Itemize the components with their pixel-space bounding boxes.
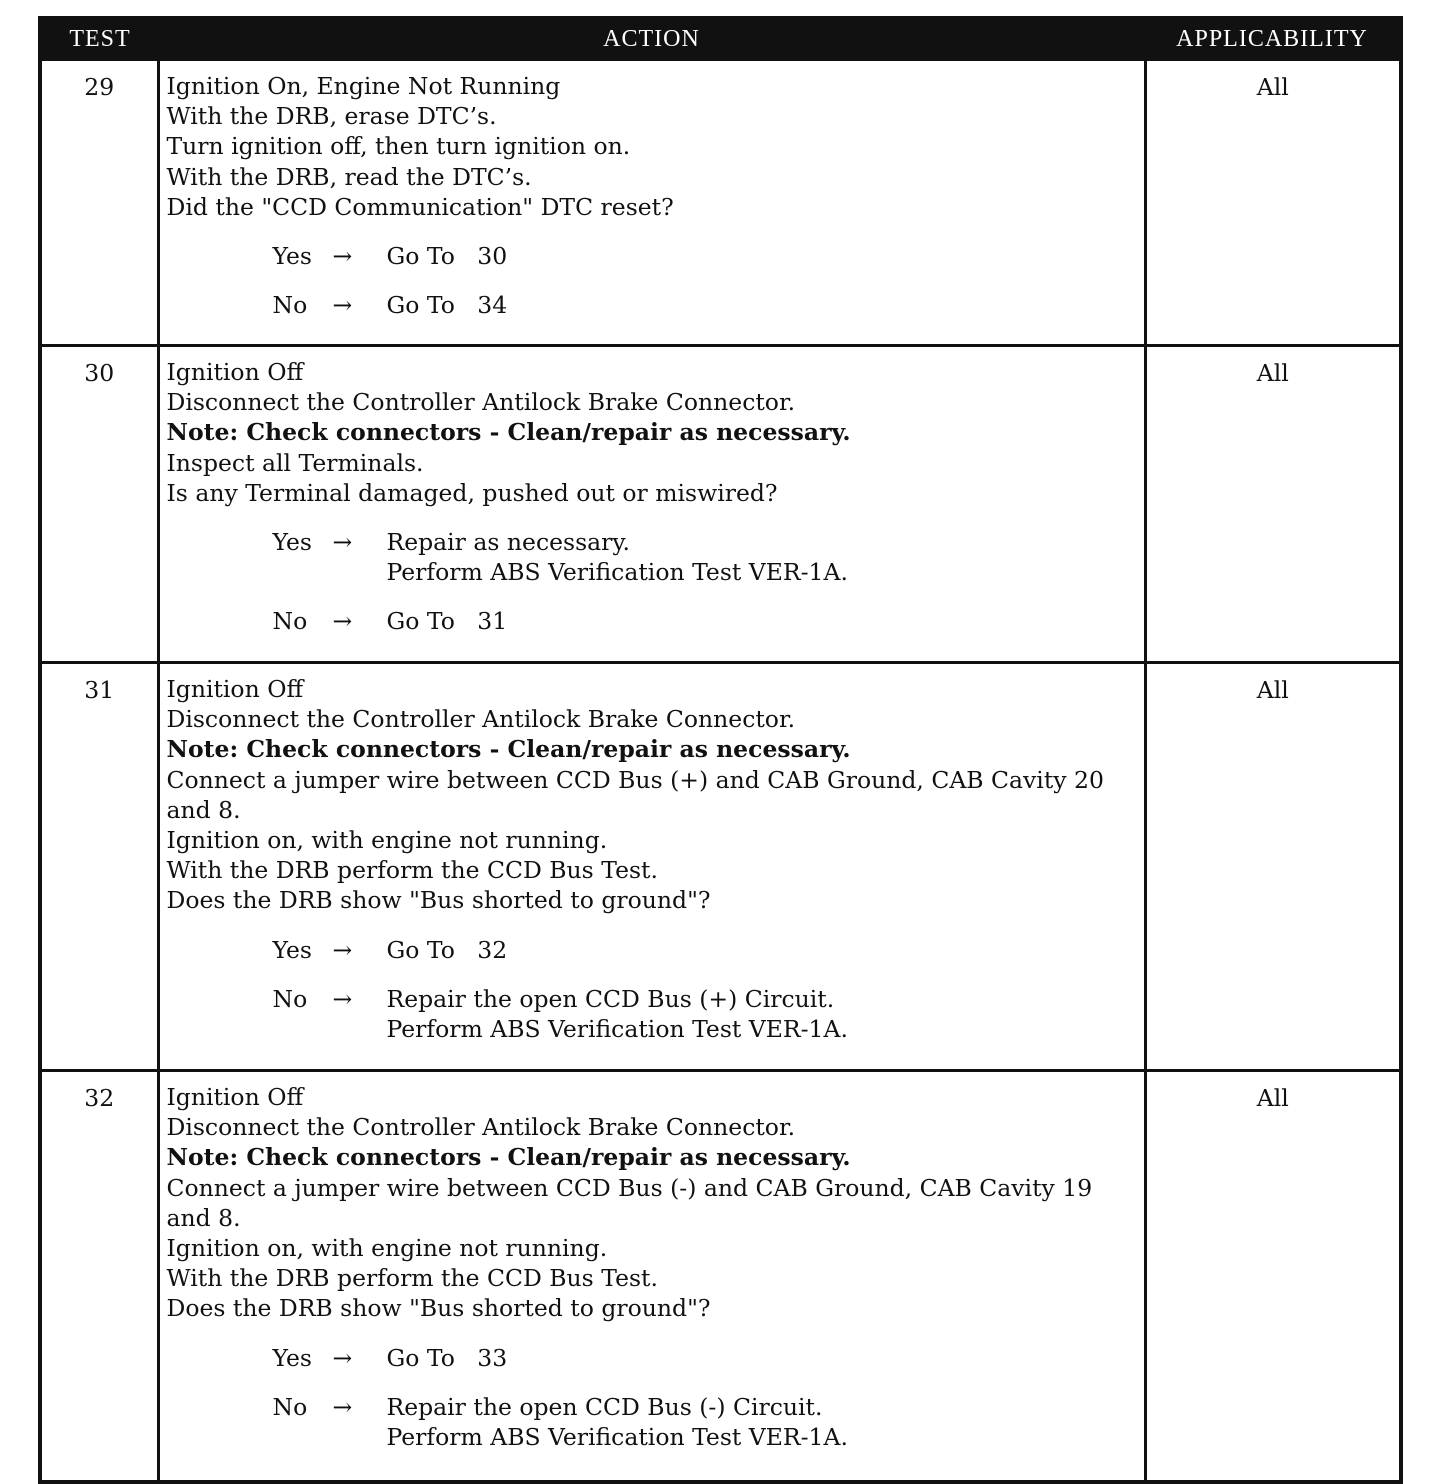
action-cell — [158, 60, 1145, 346]
action-step: With the DRB, read the DTC’s. — [166, 162, 532, 191]
arrow-right-icon: → — [332, 291, 353, 320]
result-line: Go To 32 — [386, 935, 508, 964]
result-line: Perform ABS Verification Test VER-1A. — [386, 1015, 848, 1044]
note: Note: Check connectors - Clean/repair as necessary. — [166, 735, 851, 764]
action-step: With the DRB perform the CCD Bus Test. — [166, 856, 658, 885]
branch-answer: Yes — [272, 528, 312, 557]
action-step: Disconnect the Controller Antilock Brake Connector. — [166, 705, 796, 734]
result-line: Go To 34 — [386, 291, 508, 320]
result-line: Go To 30 — [386, 242, 508, 271]
result-line: Perform ABS Verification Test VER-1A. — [386, 1423, 848, 1452]
arrow-right-icon: → — [332, 1392, 353, 1421]
action-cell — [158, 663, 1145, 1071]
table-row — [40, 1071, 1401, 1483]
branch-no — [273, 984, 1138, 1044]
action-step: Disconnect the Controller Antilock Brake Connector. — [166, 1113, 796, 1142]
branch-yes — [273, 527, 1138, 587]
arrow-right-icon: → — [332, 242, 353, 271]
test-number: 32 — [40, 1071, 158, 1483]
action-step: Does the DRB show "Bus shorted to ground"? — [166, 886, 711, 915]
branch-result — [387, 1392, 1138, 1452]
branch-result — [387, 1343, 1138, 1373]
arrow-right-icon: → — [332, 1343, 353, 1372]
action-step: Connect a jumper wire between CCD Bus (-) and CAB Ground, CAB Cavity 19 and 8. — [166, 1173, 1093, 1232]
applicability-cell: All — [1145, 663, 1401, 1071]
action-step: Ignition Off — [166, 1083, 304, 1111]
action-step: Ignition on, with engine not running. — [166, 826, 608, 855]
action-step: With the DRB, erase DTC’s. — [166, 102, 497, 131]
action-step: Does the DRB show "Bus shorted to ground"? — [166, 1294, 711, 1323]
result-line: Repair as necessary. — [386, 528, 631, 557]
arrow-right-icon: → — [332, 528, 353, 557]
header-action: ACTION — [158, 18, 1145, 60]
action-step: Inspect all Terminals. — [166, 448, 424, 477]
action-step: Disconnect the Controller Antilock Brake Connector. — [166, 388, 796, 417]
branch-no — [273, 606, 1138, 636]
action-step: Ignition Off — [166, 675, 304, 703]
branch-answer: Yes — [272, 935, 312, 964]
branch-result — [387, 935, 1138, 965]
test-number: 29 — [40, 60, 158, 346]
branch-answer: Yes — [272, 1343, 312, 1372]
test-number: 30 — [40, 346, 158, 663]
branch-yes — [273, 1343, 1138, 1373]
arrow-right-icon: → — [332, 935, 353, 964]
branch-answer: No — [272, 984, 308, 1013]
header-test: TEST — [40, 18, 158, 60]
branch-yes — [273, 935, 1138, 965]
result-line: Perform ABS Verification Test VER-1A. — [386, 558, 848, 587]
note: Note: Check connectors - Clean/repair as necessary. — [166, 418, 851, 447]
action-step: Turn ignition off, then turn ignition on. — [166, 132, 631, 161]
action-cell — [158, 1071, 1145, 1483]
action-step: Ignition Off — [166, 358, 304, 386]
branch-result — [387, 241, 1138, 271]
action-step: Ignition on, with engine not running. — [166, 1234, 608, 1263]
result-line: Go To 31 — [386, 607, 508, 636]
applicability-cell: All — [1145, 1071, 1401, 1483]
action-cell — [158, 346, 1145, 663]
table-row — [40, 346, 1401, 663]
header-applicability: APPLICABILITY — [1145, 18, 1401, 60]
action-step: Did the "CCD Communication" DTC reset? — [166, 192, 674, 221]
table-row — [40, 663, 1401, 1071]
arrow-right-icon: → — [332, 984, 353, 1013]
applicability-cell: All — [1145, 346, 1401, 663]
branch-no — [273, 290, 1138, 320]
table-header — [40, 18, 1401, 60]
action-step: Ignition On, Engine Not Running — [166, 72, 561, 100]
branch-result — [387, 984, 1138, 1044]
diagnostic-test-table — [38, 16, 1403, 1484]
branch-answer: No — [272, 291, 308, 320]
action-step: With the DRB perform the CCD Bus Test. — [166, 1264, 658, 1293]
action-step: Connect a jumper wire between CCD Bus (+) and CAB Ground, CAB Cavity 20 and 8. — [166, 765, 1104, 824]
result-line: Repair the open CCD Bus (+) Circuit. — [386, 984, 835, 1013]
result-line: Go To 33 — [386, 1343, 508, 1372]
branch-answer: No — [272, 1392, 308, 1421]
result-line: Repair the open CCD Bus (-) Circuit. — [386, 1392, 823, 1421]
branch-result — [387, 606, 1138, 636]
branch-result — [387, 290, 1138, 320]
table-row — [40, 60, 1401, 346]
branch-no — [273, 1392, 1138, 1452]
applicability-cell: All — [1145, 60, 1401, 346]
branch-result — [387, 527, 1138, 587]
note: Note: Check connectors - Clean/repair as necessary. — [166, 1143, 851, 1172]
arrow-right-icon: → — [332, 607, 353, 636]
branch-answer: No — [272, 607, 308, 636]
test-number: 31 — [40, 663, 158, 1071]
action-step: Is any Terminal damaged, pushed out or miswired? — [166, 478, 778, 507]
branch-answer: Yes — [272, 242, 312, 271]
branch-yes — [273, 241, 1138, 271]
